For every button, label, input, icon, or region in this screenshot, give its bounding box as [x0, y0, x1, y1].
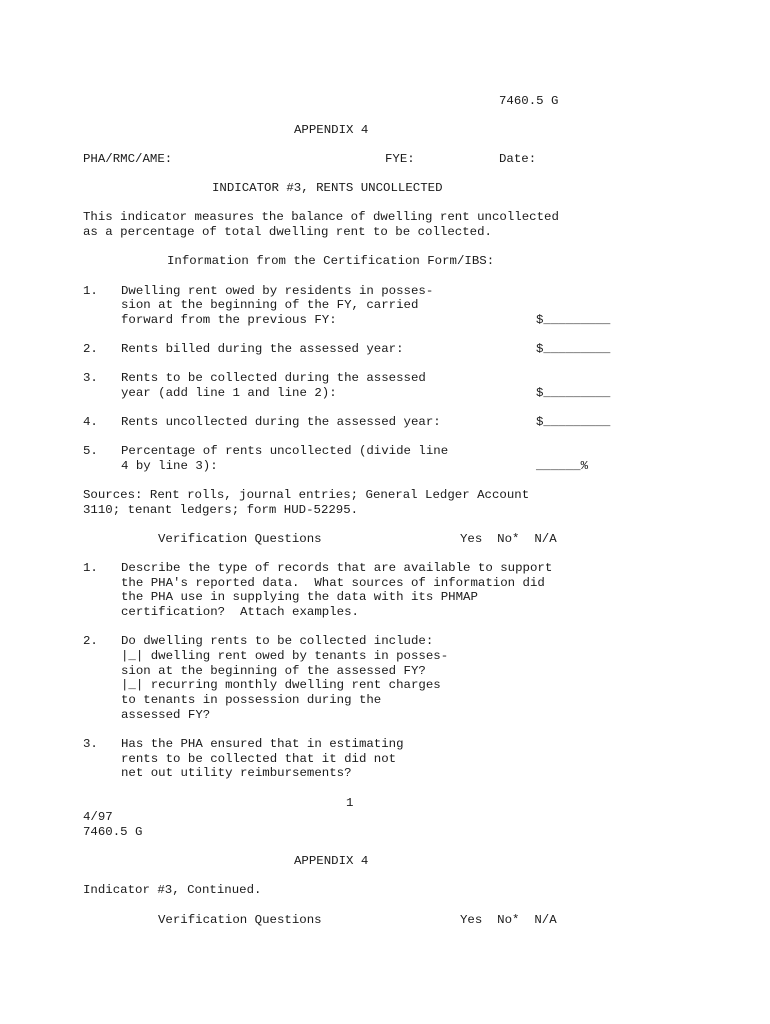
- appendix-title: APPENDIX 4: [294, 123, 369, 137]
- item-number: 4.: [83, 415, 98, 429]
- question-text: Has the PHA ensured that in estimating: [121, 737, 404, 751]
- doc-number: 7460.5 G: [499, 94, 559, 108]
- amount-blank: $_________: [536, 415, 611, 429]
- item-number: 1.: [83, 284, 98, 298]
- intro-line: This indicator measures the balance of dwelling rent uncollected: [83, 210, 559, 224]
- page-number: 1: [346, 796, 354, 810]
- indicator-title: INDICATOR #3, RENTS UNCOLLECTED: [212, 181, 443, 195]
- amount-blank: $_________: [536, 313, 611, 327]
- question-text: assessed FY?: [121, 708, 211, 722]
- item-text: Dwelling rent owed by residents in posses-: [121, 284, 434, 298]
- verification-columns-page2: Yes No* N/A: [460, 913, 557, 927]
- item-text: Percentage of rents uncollected (divide line: [121, 444, 449, 458]
- item-text: forward from the previous FY:: [121, 313, 337, 327]
- question-number: 2.: [83, 634, 98, 648]
- question-text: the PHA use in supplying the data with its PHMAP: [121, 590, 478, 604]
- item-number: 5.: [83, 444, 98, 458]
- intro-line: as a percentage of total dwelling rent to be collected.: [83, 225, 492, 239]
- appendix-title-page2: APPENDIX 4: [294, 854, 369, 868]
- item-number: 3.: [83, 371, 98, 385]
- item-text: Rents uncollected during the assessed year:: [121, 415, 441, 429]
- item-number: 2.: [83, 342, 98, 356]
- checkbox-option: |_| recurring monthly dwelling rent charges: [121, 678, 441, 692]
- footer-date: 4/97: [83, 810, 113, 824]
- question-text: net out utility reimbursements?: [121, 766, 352, 780]
- question-text: Do dwelling rents to be collected include:: [121, 634, 434, 648]
- pha-label: PHA/RMC/AME:: [83, 152, 173, 166]
- question-text: to tenants in possession during the: [121, 693, 382, 707]
- question-text: rents to be collected that it did not: [121, 752, 397, 766]
- percent-blank: ______%: [536, 459, 589, 473]
- item-text: 4 by line 3):: [121, 459, 218, 473]
- info-heading: Information from the Certification Form/IBS:: [167, 254, 495, 268]
- verification-title-page2: Verification Questions: [158, 913, 322, 927]
- verification-columns: Yes No* N/A: [460, 532, 557, 546]
- verification-title: Verification Questions: [158, 532, 322, 546]
- question-text: the PHA's reported data. What sources of information did: [121, 576, 545, 590]
- item-text: Rents billed during the assessed year:: [121, 342, 404, 356]
- doc-number-page2: 7460.5 G: [83, 825, 143, 839]
- question-number: 3.: [83, 737, 98, 751]
- amount-blank: $_________: [536, 386, 611, 400]
- item-text: Rents to be collected during the assessed: [121, 371, 426, 385]
- item-text: year (add line 1 and line 2):: [121, 386, 337, 400]
- question-text: Describe the type of records that are available to support: [121, 561, 553, 575]
- fye-label: FYE:: [385, 152, 415, 166]
- sources-line: Sources: Rent rolls, journal entries; General Ledger Account: [83, 488, 530, 502]
- question-text: sion at the beginning of the assessed FY?: [121, 664, 426, 678]
- continued-heading: Indicator #3, Continued.: [83, 883, 262, 897]
- amount-blank: $_________: [536, 342, 611, 356]
- question-number: 1.: [83, 561, 98, 575]
- question-text: certification? Attach examples.: [121, 605, 359, 619]
- date-label: Date:: [499, 152, 537, 166]
- item-text: sion at the beginning of the FY, carried: [121, 298, 419, 312]
- checkbox-option: |_| dwelling rent owed by tenants in posses-: [121, 649, 449, 663]
- sources-line: 3110; tenant ledgers; form HUD-52295.: [83, 503, 359, 517]
